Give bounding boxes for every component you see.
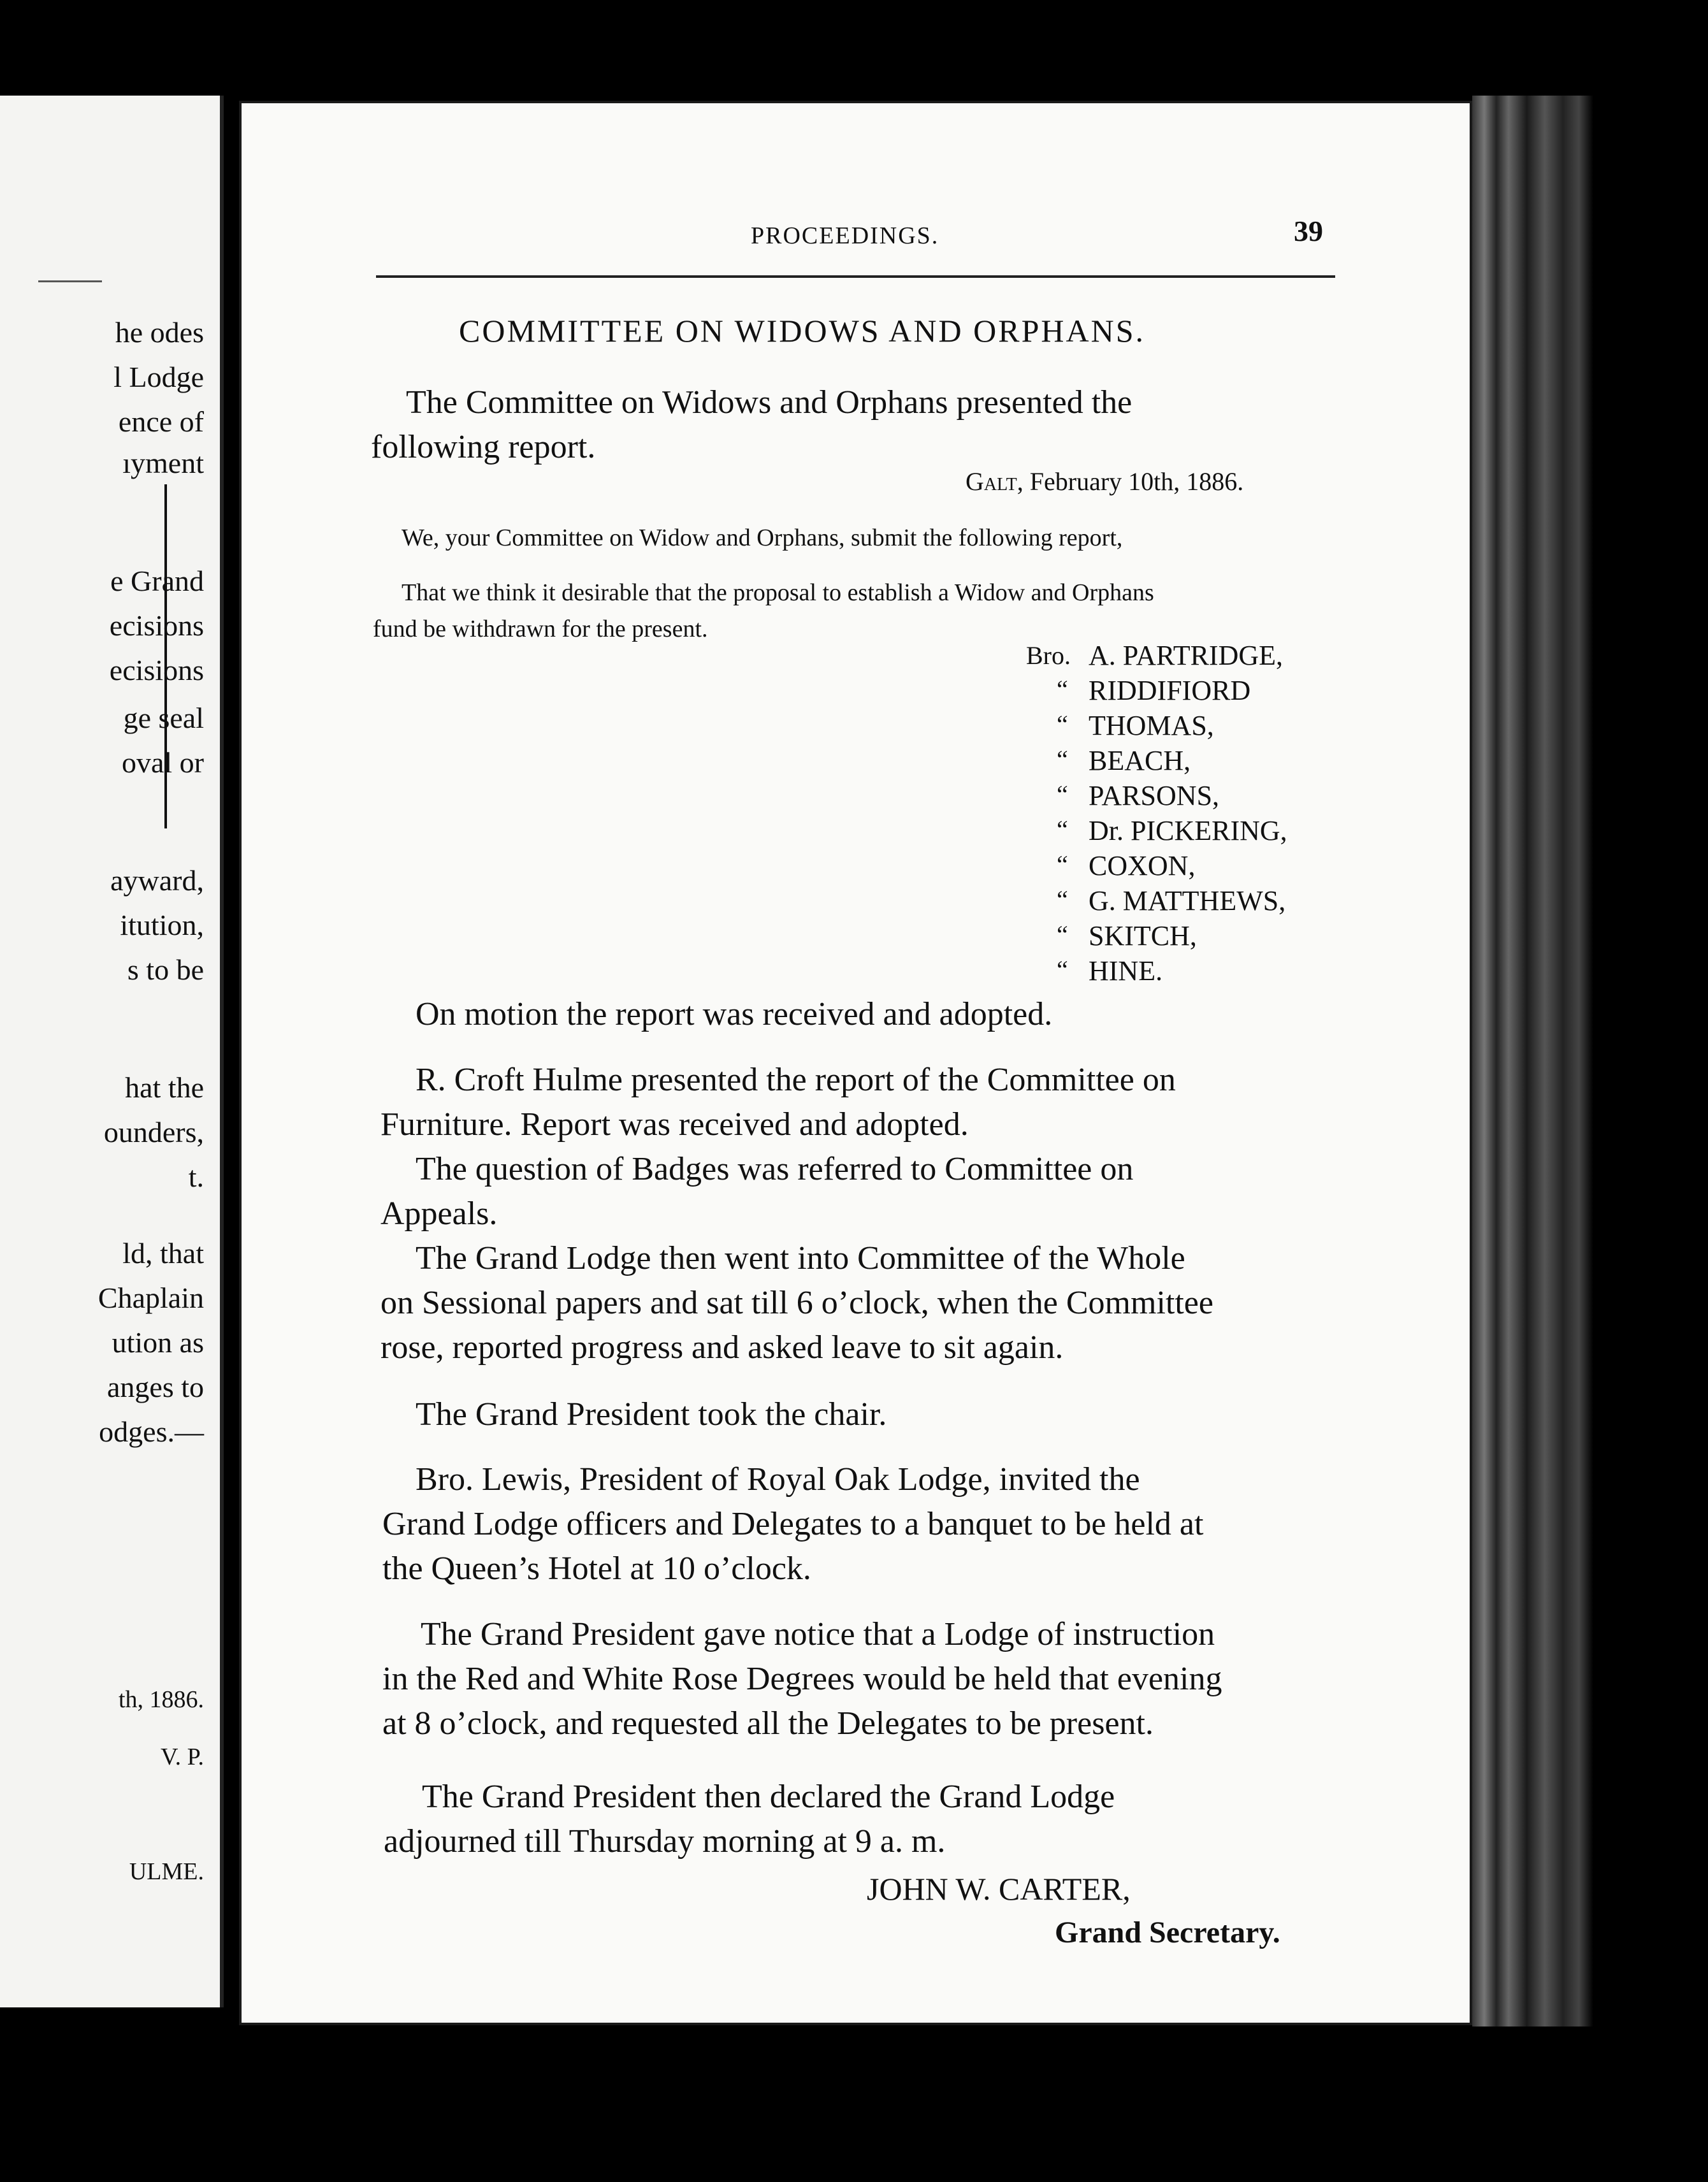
ditto-mark: “: [1057, 850, 1068, 879]
body-paragraph: adjourned till Thursday morning at 9 a. m.: [384, 1823, 946, 1860]
left-page-line: ecisions: [109, 654, 204, 686]
left-page-line: Chaplain: [98, 1282, 204, 1314]
ditto-mark: “: [1057, 955, 1068, 984]
body-paragraph: On motion the report was received and adopted.: [416, 996, 1053, 1032]
left-page-line: ıyment: [122, 447, 204, 479]
body-paragraph: the Queen’s Hotel at 10 o’clock.: [382, 1550, 811, 1587]
left-page-line: ULME.: [129, 1858, 204, 1885]
signatory-prefix: Bro.: [1026, 641, 1071, 670]
signatory-name: COXON,: [1089, 850, 1196, 881]
left-page-line: anges to: [106, 1371, 204, 1403]
page-number: 39: [1294, 215, 1323, 247]
signatory-name: THOMAS,: [1089, 710, 1214, 741]
body-paragraph: on Sessional papers and sat till 6 o’clock, when the Committee: [380, 1285, 1213, 1321]
left-page-line: ounders,: [103, 1116, 204, 1148]
signatory-name: SKITCH,: [1089, 920, 1197, 951]
report-line: That we think it desirable that the proposal to establish a Widow and Orphans: [402, 579, 1154, 606]
left-page-line: ence of: [118, 405, 204, 438]
page-edges: [1472, 96, 1593, 2027]
body-paragraph: in the Red and White Rose Degrees would be held that evening: [382, 1661, 1222, 1697]
left-page-line: t.: [188, 1160, 204, 1193]
header-rule: [376, 275, 1335, 278]
report-place: Galt,: [966, 467, 1024, 496]
report-line: We, your Committee on Widow and Orphans, submit the following report,: [402, 524, 1123, 551]
body-paragraph: The Grand Lodge then went into Committee of the Whole: [416, 1240, 1185, 1276]
signatory-name: RIDDIFIORD: [1089, 675, 1251, 706]
left-page-line: odges.—: [99, 1415, 204, 1448]
body-paragraph: rose, reported progress and asked leave to sit again.: [380, 1329, 1064, 1366]
signature-title: Grand Secretary.: [1055, 1916, 1280, 1949]
left-page-line: itution,: [120, 909, 204, 941]
ditto-mark: “: [1057, 780, 1068, 809]
running-header: PROCEEDINGS.: [751, 222, 939, 249]
signatory-name: HINE.: [1089, 955, 1163, 986]
intro-line: following report.: [371, 429, 596, 465]
left-page-line: oval or: [121, 746, 204, 779]
left-page-line: he odes: [115, 316, 204, 349]
body-paragraph: The Grand President gave notice that a Lodge of instruction: [421, 1616, 1215, 1652]
ditto-mark: “: [1057, 815, 1068, 844]
left-page-line: e Grand: [110, 565, 204, 597]
body-paragraph: The Grand President then declared the Grand Lodge: [422, 1779, 1115, 1815]
left-page-line: ution as: [112, 1326, 204, 1359]
signatory-name: A. PARTRIDGE,: [1089, 640, 1283, 671]
body-paragraph: Bro. Lewis, President of Royal Oak Lodge, invited the: [416, 1461, 1140, 1498]
left-page-rule: [38, 280, 102, 282]
report-line: fund be withdrawn for the present.: [373, 616, 708, 642]
body-paragraph: Grand Lodge officers and Delegates to a banquet to be held at: [382, 1506, 1204, 1542]
left-page-line: ecisions: [109, 609, 204, 642]
body-paragraph: Furniture. Report was received and adopted.: [380, 1106, 969, 1143]
ditto-mark: “: [1057, 920, 1068, 949]
body-paragraph: at 8 o’clock, and requested all the Delegates to be present.: [382, 1705, 1154, 1742]
body-paragraph: The question of Badges was referred to Committee on: [416, 1151, 1134, 1187]
left-page-line: l Lodge: [113, 361, 204, 393]
report-date: [966, 466, 1243, 496]
left-page-line: ayward,: [110, 864, 204, 897]
signature-name: JOHN W. CARTER,: [867, 1871, 1131, 1907]
ditto-mark: “: [1057, 710, 1068, 739]
report-date-text: February 10th, 1886.: [1029, 467, 1244, 496]
signatory-name: BEACH,: [1089, 745, 1191, 776]
left-page-line: hat the: [125, 1071, 204, 1104]
left-page-line: th, 1886.: [118, 1686, 204, 1713]
left-page-line: ld, that: [122, 1237, 204, 1269]
body-paragraph: R. Croft Hulme presented the report of the Committee on: [416, 1062, 1176, 1098]
left-page-line: ge seal: [123, 702, 204, 734]
left-page-line: s to be: [127, 953, 204, 986]
body-paragraph: Appeals.: [380, 1196, 498, 1232]
body-paragraph: The Grand President took the chair.: [416, 1396, 887, 1433]
signatory-name: PARSONS,: [1089, 780, 1220, 811]
section-title: COMMITTEE ON WIDOWS AND ORPHANS.: [459, 313, 1146, 349]
ditto-mark: “: [1057, 885, 1068, 914]
signatory-name: G. MATTHEWS,: [1089, 885, 1286, 916]
ditto-mark: “: [1057, 745, 1068, 774]
left-page-line: V. P.: [161, 1744, 204, 1770]
signatory-name: Dr. PICKERING,: [1089, 815, 1287, 846]
ditto-mark: “: [1057, 675, 1068, 704]
intro-line: The Committee on Widows and Orphans presented the: [406, 384, 1133, 421]
